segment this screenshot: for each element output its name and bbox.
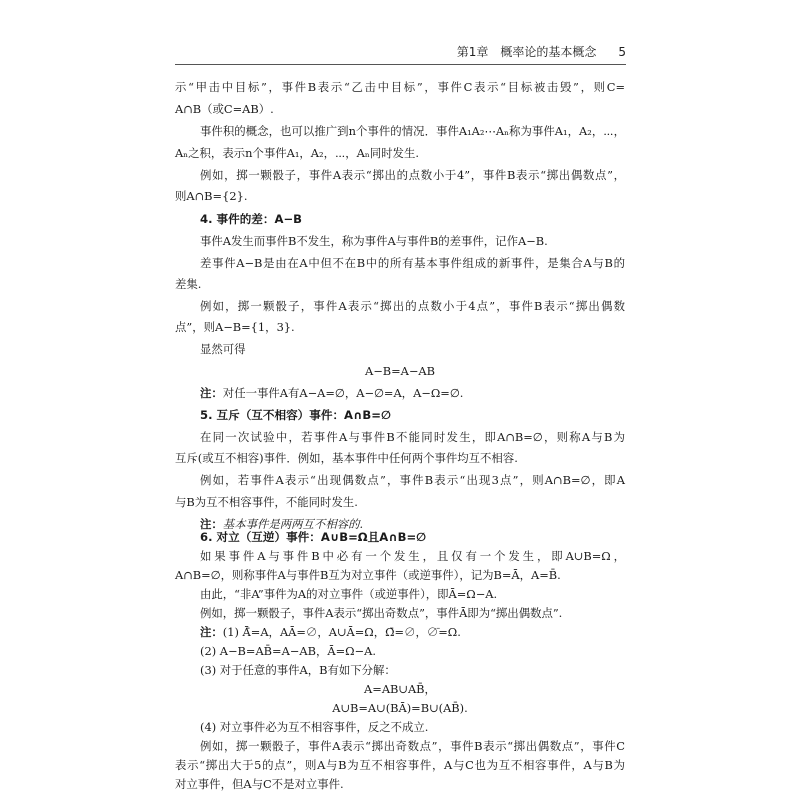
- chapter-title: 第1章 概率论的基本概念: [456, 45, 597, 59]
- note-text: 基本事件是两两互不相容的.: [222, 517, 364, 531]
- paragraph-line: 事件A发生而事件B不发生，称为事件A与事件B的差事件，记作A−B.: [200, 234, 548, 248]
- paragraph-line: 例如，若事件A表示“出现偶数点”，事件B表示“出现3点”，则A∩B=∅，即A: [200, 473, 625, 487]
- note-line: [200, 517, 363, 531]
- note-label: 注：: [200, 625, 223, 639]
- paragraph-line: A∩B=∅，则称事件A与事件B互为对立事件（或逆事件），记为B=Ā，A=B̄.: [175, 568, 561, 582]
- note-item: (3) 对于任意的事件A，B有如下分解：: [200, 663, 396, 677]
- paragraph-line: A∩B（或C=AB）.: [175, 102, 274, 116]
- paragraph-line: 如果事件A与事件B中必有一个发生，且仅有一个发生，即A∪B=Ω，: [200, 549, 625, 563]
- paragraph-line: 差集.: [175, 277, 202, 291]
- header-rule: [175, 64, 626, 65]
- paragraph-line: 在同一次试验中，若事件A与事件B不能同时发生，即A∩B=∅，则称A与B为: [200, 430, 625, 444]
- paragraph-line: 事件积的概念，也可以推广到n个事件的情况．事件A₁A₂⋯Aₙ称为事件A₁，A₂，⋯，: [200, 124, 625, 138]
- paragraph-line: 与B为互不相容事件，不能同时发生.: [175, 495, 358, 509]
- paragraph-line: 例如，掷一颗骰子，事件A表示“掷出的点数小于4点”，事件B表示“掷出偶数: [200, 299, 625, 313]
- note-item: (2) A−B=AB̄=A−AB，Ā=Ω−A.: [200, 644, 376, 658]
- note-line: [200, 625, 461, 639]
- note-label: 注：: [200, 517, 223, 531]
- paragraph-line: 由此，“非A”事件为A的对立事件（或逆事件），即Ā=Ω−A.: [200, 587, 498, 601]
- note-item: (4) 对立事件必为互不相容事件，反之不成立.: [200, 720, 429, 734]
- section-heading: 5. 互斥（互不相容）事件：A∩B=∅: [200, 408, 391, 422]
- paragraph-line: 则A∩B={2}.: [175, 189, 248, 203]
- paragraph-line: 显然可得: [200, 342, 246, 356]
- formula: A∪B=A∪(BĀ)=B∪(AB̄).: [332, 701, 468, 715]
- note-text: (1) Ā̄=A，AĀ=∅，A∪Ā=Ω，Ω̄=∅，∅̄=Ω.: [222, 625, 461, 639]
- note-label: 注：: [200, 386, 223, 400]
- note-text: 对任一事件A有A−A=∅，A−∅=A，A−Ω=∅.: [222, 386, 464, 400]
- paragraph-line: 示“甲击中目标”，事件B表示“乙击中目标”，事件C表示“目标被击毁”，则C=: [175, 80, 625, 94]
- note-line: [200, 386, 463, 400]
- paragraph-line: 例如，掷一颗骰子，事件A表示“掷出奇数点”，事件B表示“掷出偶数点”，事件C: [200, 739, 625, 753]
- formula: A−B=A−AB: [364, 364, 436, 378]
- paragraph-line: 对立事件，但A与C不是对立事件.: [175, 777, 344, 791]
- page-number: 5: [618, 45, 626, 59]
- paragraph-line: 例如，掷一颗骰子，事件A表示“掷出的点数小于4”，事件B表示“掷出偶数点”，: [200, 168, 625, 182]
- paragraph-line: 差事件A−B是由在A中但不在B中的所有基本事件组成的新事件，是集合A与B的: [200, 256, 625, 270]
- paragraph-line: 点”，则A−B={1，3}.: [175, 320, 295, 334]
- paragraph-line: 表示“掷出大于5的点”，则A与B为互不相容事件，A与C也为互不相容事件，A与B为: [175, 758, 625, 772]
- running-header: [457, 43, 626, 60]
- paragraph-line: Aₙ之积，表示n个事件A₁，A₂，⋯，Aₙ同时发生.: [175, 146, 419, 160]
- section-heading: 6. 对立（互逆）事件：A∪B=Ω且A∩B=∅: [200, 530, 427, 544]
- formula: A=AB∪AB̄，: [364, 682, 436, 696]
- paragraph-line: 互斥(或互不相容)事件．例如，基本事件中任何两个事件均互不相容.: [175, 451, 518, 465]
- paragraph-line: 例如，掷一颗骰子，事件A表示“掷出奇数点”，事件Ā即为“掷出偶数点”.: [200, 606, 563, 620]
- section-heading: 4. 事件的差：A−B: [200, 212, 303, 226]
